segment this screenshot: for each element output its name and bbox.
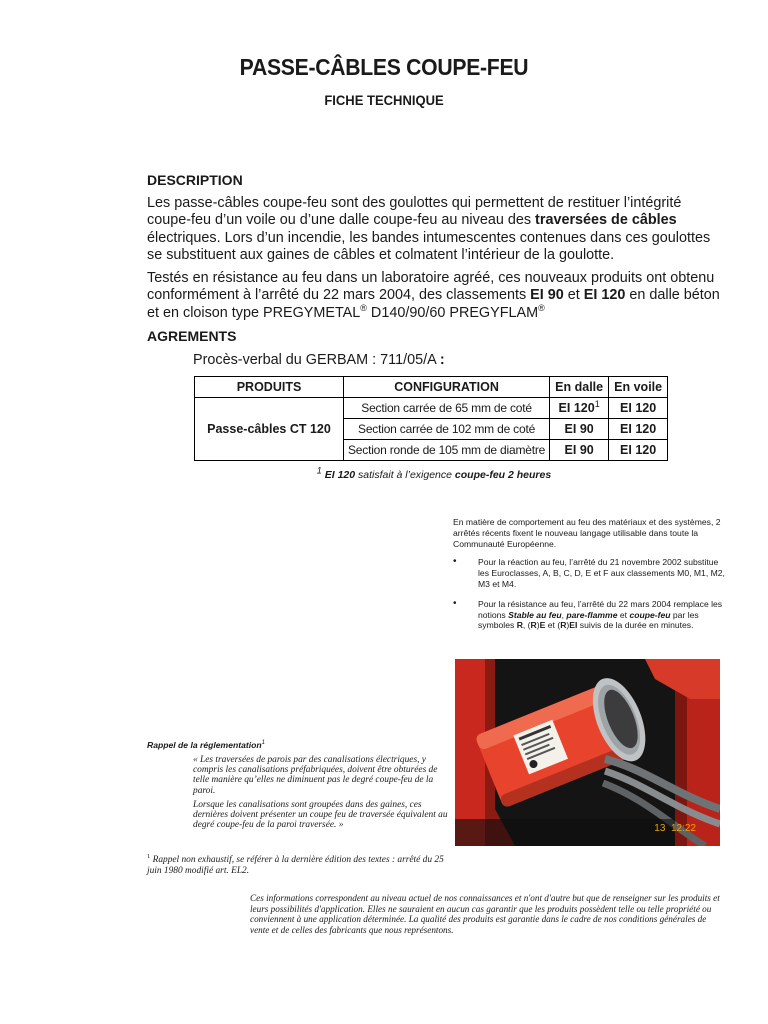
proces-verbal-colon: :	[439, 352, 445, 368]
symbol-e: E	[539, 620, 546, 631]
header-en-voile: En voile	[609, 377, 668, 398]
regulations-info-box	[453, 517, 725, 640]
symbol-ei: EI	[569, 620, 578, 631]
voile-cell: EI 120	[609, 398, 668, 419]
voile-cell: EI 120	[609, 440, 668, 461]
config-cell: Section ronde de 105 mm de diamètre	[344, 440, 550, 461]
product-photo	[455, 659, 720, 846]
rappel-footnote	[147, 852, 447, 877]
separator: )	[536, 620, 540, 631]
separator: , (	[522, 620, 531, 631]
rappel-quote	[193, 755, 448, 834]
description-paragraph-2	[147, 270, 727, 322]
term-pare-flamme: pare-flamme	[566, 609, 618, 620]
rappel-paragraph-1: « Les traversées de parois par des canalisations électriques, y compris les canalisations préfabriquées, doivent être obturées de telle manière qu’elles ne diminuent pas le degré coupe-feu de la paroi.	[193, 755, 438, 796]
document-title: PASSE-CÂBLES COUPE-FEU	[239, 54, 529, 80]
bullet-text-h: suivis de la durée en minutes.	[577, 620, 694, 631]
description-paragraph-1	[147, 195, 727, 265]
bullet-icon: •	[453, 556, 457, 568]
para2-text-b: et	[563, 287, 584, 304]
registered-mark-2: ®	[538, 303, 545, 314]
term-stable-au-feu: Stable au feu	[508, 609, 562, 620]
bullet-text-c: par les symboles	[478, 609, 699, 631]
table-footnote	[0, 465, 768, 481]
list-item	[453, 599, 725, 631]
dalle-cell: EI 90	[550, 440, 609, 461]
para2-text-a: Testés en résistance au feu dans un laboratoire agréé, ces nouveaux produits ont obtenu conformément à l’arrêté du 22 mars 2004, des classements	[147, 270, 715, 304]
dalle-footnote-mark: 1	[594, 398, 600, 409]
para1-text-a: Les passe-câbles coupe-feu sont des goulottes qui permettent de restituer l’intégrité coupe-feu d’un voile ou d’une dalle coupe-feu au niveau des	[147, 195, 682, 229]
header-configuration: CONFIGURATION	[344, 377, 550, 398]
dalle-value: EI 120	[558, 401, 595, 415]
registered-mark-1: ®	[360, 303, 367, 314]
list-item	[453, 557, 725, 589]
para2-bold-ei90: EI 90	[530, 287, 564, 304]
footnote-mark: 1	[316, 465, 322, 476]
config-cell: Section carrée de 65 mm de coté	[344, 398, 550, 419]
rappel-paragraph-2: Lorsque les canalisations sont groupées dans des gaines, ces dernières doivent présenter un coupe feu de traversée équivalent au degré coupe-feu de la paroi traversée. »	[193, 799, 448, 831]
term-coupe-feu: coupe-feu	[629, 609, 671, 620]
cable-pass-photo-illustration	[455, 659, 720, 846]
proces-verbal-text: Procès-verbal du GERBAM : 711/05/A	[193, 352, 440, 368]
regulations-list	[453, 557, 725, 631]
bullet-icon: •	[453, 597, 457, 609]
legal-disclaimer: Ces informations correspondent au niveau actuel de nos connaissances et n'ont d'autre but que de renseigner sur les produits et leurs possibilités d'application. Elles ne sauraient en aucun cas garantir que les produits possèdent telle ou telle propriété ou conviennent à une application déterminée. La qualité des produits est garantie dans le cadre de nos conditions générales de vente et de celles des fabricants que nous représentons.	[250, 893, 720, 935]
separator: et (	[545, 620, 561, 631]
separator: ,	[561, 609, 567, 620]
separator: )	[566, 620, 570, 631]
config-cell: Section carrée de 102 mm de coté	[344, 419, 550, 440]
footnote-bold-ei120: EI 120	[324, 469, 356, 481]
table-row	[195, 398, 668, 419]
bullet-text-a: Pour la résistance au feu, l’arrêté du 22 mars 2004 remplace les notions	[478, 598, 723, 620]
product-name-cell: Passe-câbles CT 120	[195, 398, 344, 461]
voile-cell: EI 120	[609, 419, 668, 440]
para2-text-c: en dalle béton et en cloison type PREGYMETAL	[147, 287, 720, 321]
symbol-r: R	[530, 620, 537, 631]
para2-text-d: D140/90/60 PREGYFLAM	[366, 304, 539, 321]
symbol-r: R	[560, 620, 567, 631]
separator: et	[617, 609, 630, 620]
bullet-text: Pour la réaction au feu, l’arrêté du 21 novembre 2002 substitue les Euroclasses, A, B, C, D, E et F aux classements M0, M1, M2, M3 et M4.	[478, 557, 725, 589]
rappel-heading	[147, 740, 265, 750]
dalle-cell	[550, 398, 609, 419]
regulations-intro: En matière de comportement au feu des matériaux et des systèmes, 2 arrêtés récents fixent le nouveau langage utilisable dans toute la Communauté Européenne.	[453, 517, 721, 549]
rappel-footnote-mark: 1	[261, 740, 265, 747]
para1-text-b: électriques. Lors d’un incendie, les bandes intumescentes contenues dans ces goulottes se substituent aux gaines de câbles et colmatent l’intérieur de la goulotte.	[147, 229, 711, 264]
description-heading: DESCRIPTION	[147, 172, 243, 188]
footnote-text: Rappel non exhaustif, se référer à la dernière édition des textes : arrêté du 25 juin 1980 modifié art. EL2.	[147, 855, 444, 876]
rappel-heading-text: Rappel de la réglementation	[147, 740, 262, 750]
footnote-text: satisfait à l’exigence	[355, 469, 455, 481]
header-en-dalle: En dalle	[550, 377, 609, 398]
proces-verbal-line	[193, 352, 445, 368]
classification-table	[194, 376, 668, 461]
para1-bold: traversées de câbles	[535, 212, 677, 229]
symbol-r: R	[516, 620, 523, 631]
dalle-cell: EI 90	[550, 419, 609, 440]
header-produits: PRODUITS	[195, 377, 344, 398]
agrements-heading: AGREMENTS	[147, 328, 237, 344]
table-header-row	[195, 377, 668, 398]
footnote-mark: 1	[147, 852, 151, 860]
para2-bold-ei120: EI 120	[583, 287, 626, 304]
photo-timestamp: 13 12:22	[654, 823, 696, 834]
document-subtitle: FICHE TECHNIQUE	[324, 92, 444, 108]
footnote-bold-coupe-feu: coupe-feu 2 heures	[454, 469, 552, 481]
